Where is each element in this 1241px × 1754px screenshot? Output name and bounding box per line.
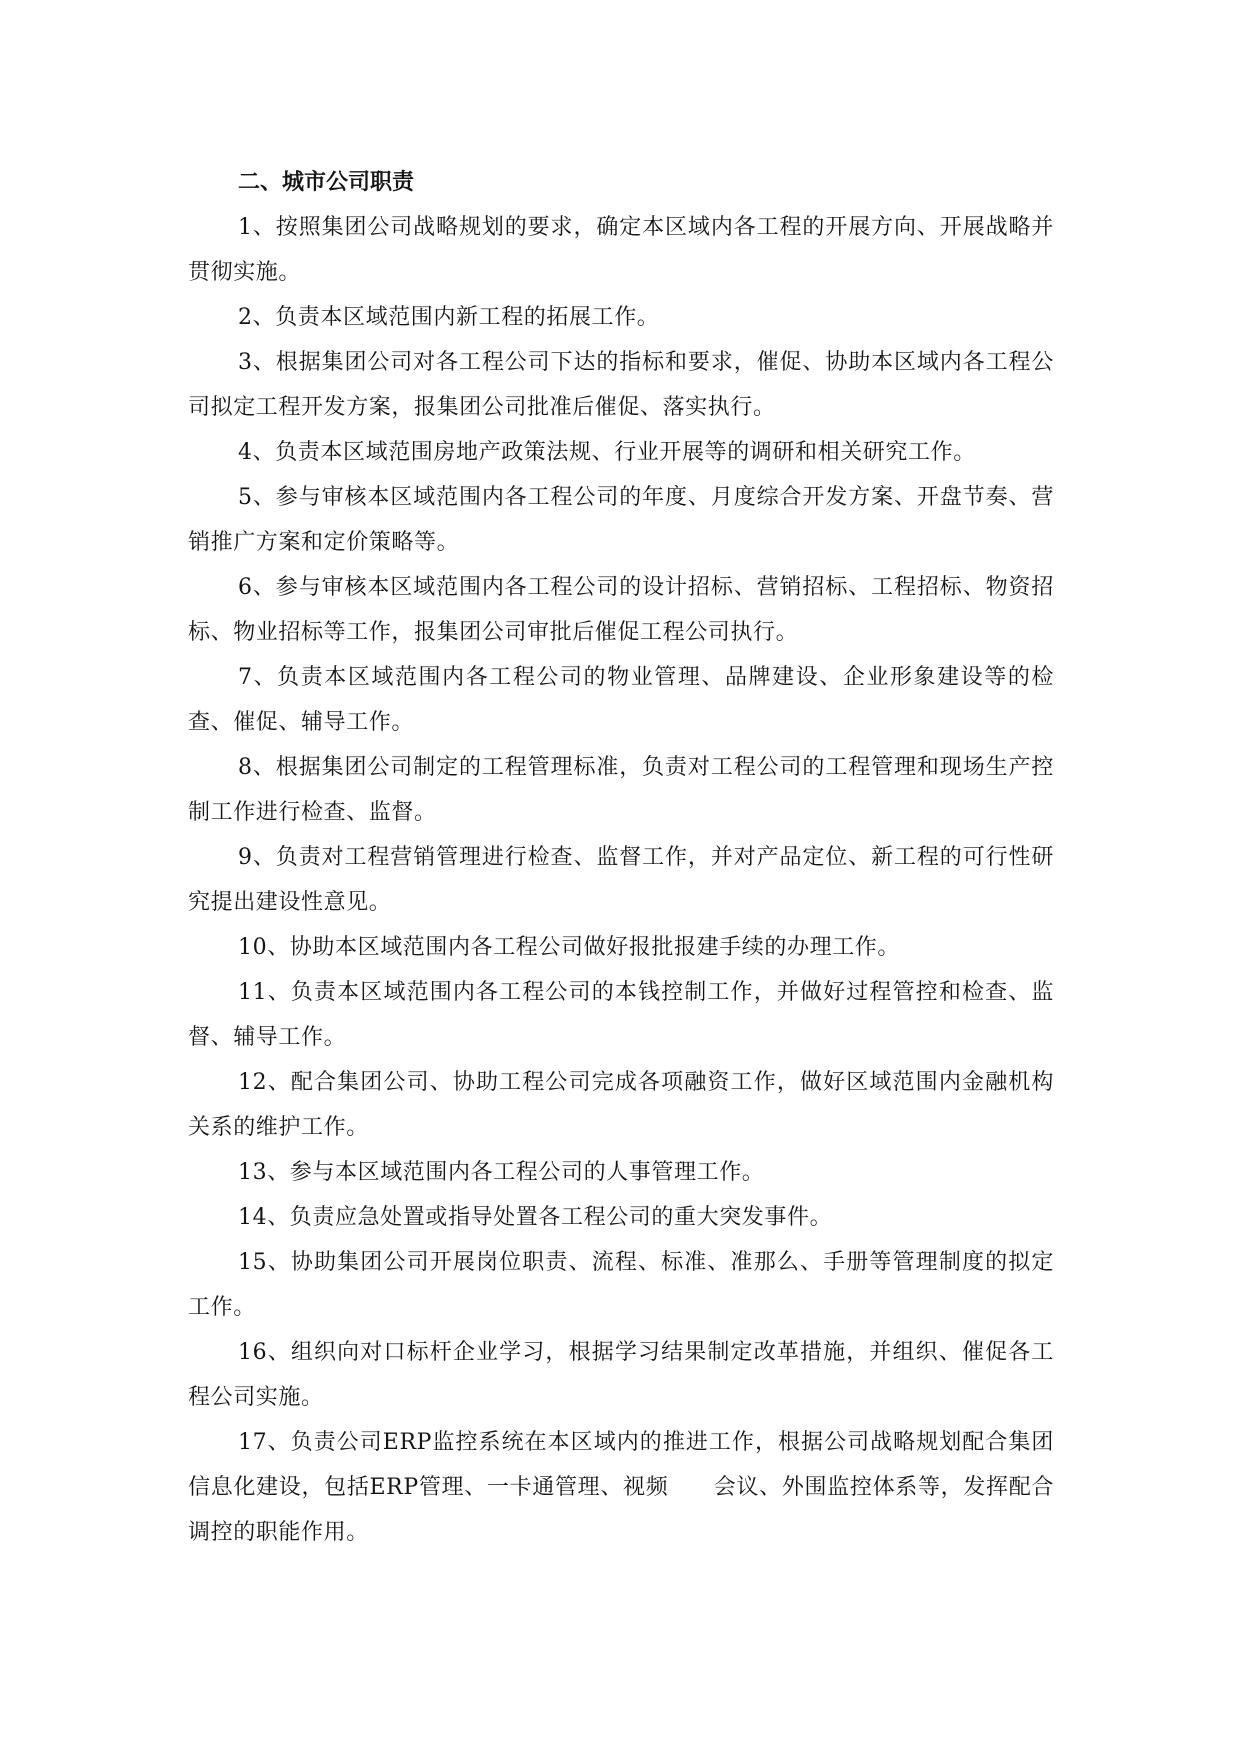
duty-item-16: 16、组织向对口标杆企业学习，根据学习结果制定改革措施，并组织、催促各工程公司实施。 xyxy=(188,1340,1054,1410)
duty-item-4: 4、负责本区域范围房地产政策法规、行业开展等的调研和相关研究工作。 xyxy=(238,440,976,465)
duty-item-5: 5、参与审核本区域范围内各工程公司的年度、月度综合开发方案、开盘节奏、营销推广方案和定价策略等。 xyxy=(188,485,1054,555)
duty-item-14: 14、负责应急处置或指导处置各工程公司的重大突发事件。 xyxy=(238,1205,833,1230)
duty-item-12: 12、配合集团公司、协助工程公司完成各项融资工作，做好区域范围内金融机构关系的维护工作。 xyxy=(188,1070,1054,1140)
duty-item-10: 10、协助本区域范围内各工程公司做好报批报建手续的办理工作。 xyxy=(238,935,900,960)
duty-item-17: 17、负责公司ERP监控系统在本区域内的推进工作，根据公司战略规划配合集团信息化建设，包括ERP管理、一卡通管理、视频 会议、外围监控体系等，发挥配合调控的职能作用。 xyxy=(188,1430,1054,1545)
duty-item-8: 8、根据集团公司制定的工程管理标准，负责对工程公司的工程管理和现场生产控制工作进行检查、监督。 xyxy=(188,755,1054,825)
duty-item-1: 1、按照集团公司战略规划的要求，确定本区域内各工程的开展方向、开展战略并贯彻实施。 xyxy=(188,215,1054,285)
section-heading: 二、城市公司职责 xyxy=(238,169,415,195)
duty-item-9: 9、负责对工程营销管理进行检查、监督工作，并对产品定位、新工程的可行性研究提出建设性意见。 xyxy=(188,845,1054,915)
duty-item-7: 7、负责本区域范围内各工程公司的物业管理、品牌建设、企业形象建设等的检查、催促、辅导工作。 xyxy=(188,665,1054,735)
duty-item-6: 6、参与审核本区域范围内各工程公司的设计招标、营销招标、工程招标、物资招标、物业招标等工作，报集团公司审批后催促工程公司执行。 xyxy=(188,575,1054,645)
duty-item-3: 3、根据集团公司对各工程公司下达的指标和要求，催促、协助本区域内各工程公司拟定工程开发方案，报集团公司批准后催促、落实执行。 xyxy=(188,350,1054,420)
duty-item-11: 11、负责本区域范围内各工程公司的本钱控制工作，并做好过程管控和检查、监督、辅导工作。 xyxy=(188,980,1054,1050)
duty-item-2: 2、负责本区域范围内新工程的拓展工作。 xyxy=(238,305,660,330)
duty-item-13: 13、参与本区域范围内各工程公司的人事管理工作。 xyxy=(238,1160,765,1185)
duty-item-15: 15、协助集团公司开展岗位职责、流程、标准、准那么、手册等管理制度的拟定工作。 xyxy=(188,1250,1054,1320)
document-body xyxy=(188,160,1054,1555)
